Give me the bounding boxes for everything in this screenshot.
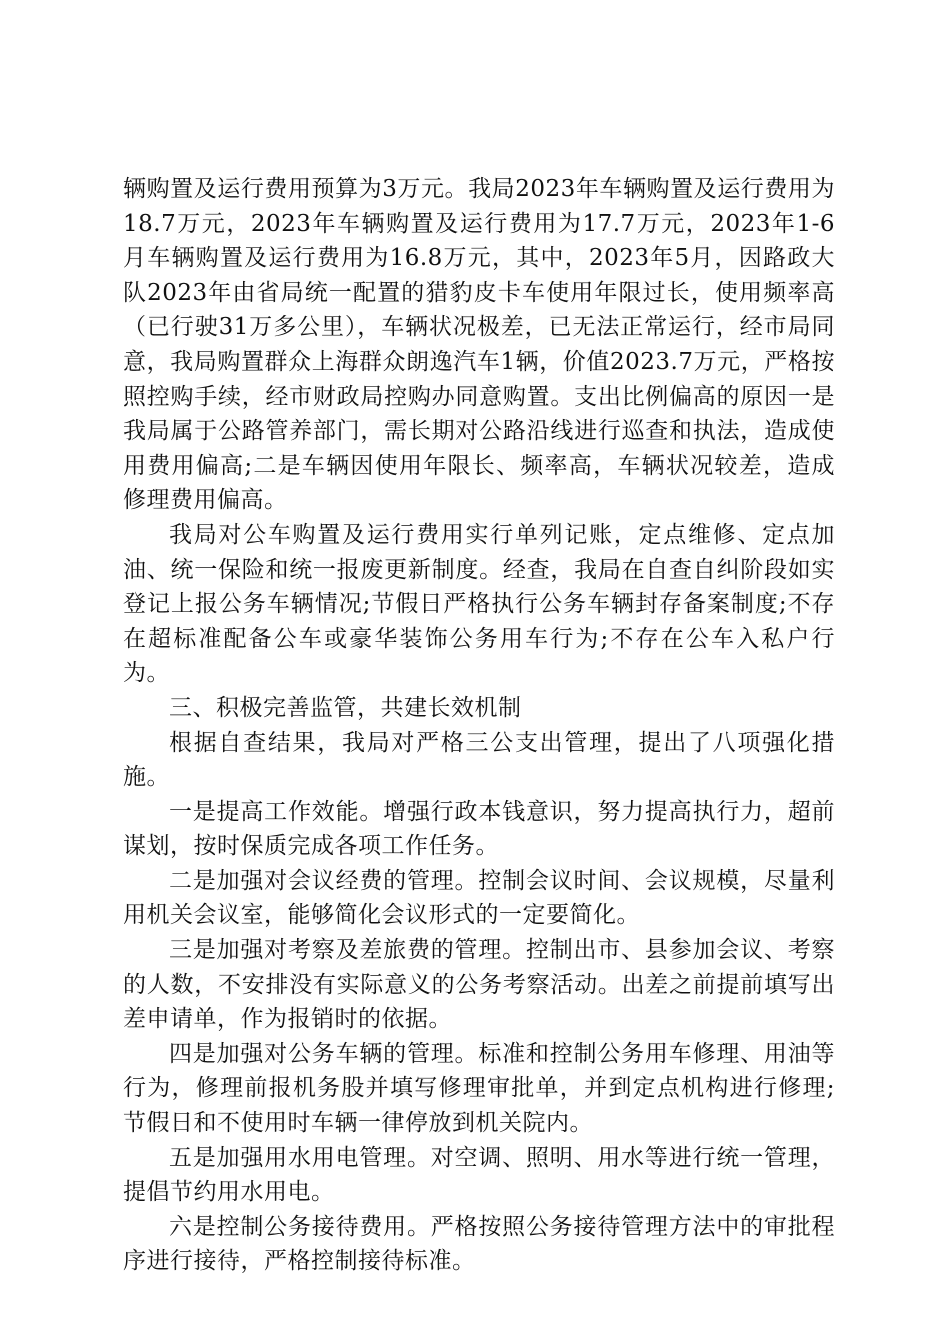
paragraph-measure-6: 六是控制公务接待费用。严格按照公务接待管理方法中的审批程序进行接待，严格控制接待标准。 [123, 1213, 835, 1275]
section-heading-3: 三、积极完善监管，共建长效机制 [169, 694, 522, 721]
paragraph-vehicle-expenses: 辆购置及运行费用预算为3万元。我局2023年车辆购置及运行费用为18.7万元，2023年车辆购置及运行费用为17.7万元，2023年1-6月车辆购置及运行费用为16.8万元，其中，2023年5月，因路政大队2023年由省局统一配置的猎豹皮卡车使用年限过长，使用频率高（已行驶31万多公里），车辆状况极差，已无法正常运行，经市局同意，我局购置群众上海群众朗逸汽车1辆，价值2023.7万元，严格按照控购手续，经市财政局控购办同意购置。支出比例偏高的原因一是我局属于公路管养部门，需长期对公路沿线进行巡查和执法，造成使用费用偏高;二是车辆因使用年限长、频率高，车辆状况较差，造成修理费用偏高。 [123, 176, 835, 514]
paragraph-measures-intro: 根据自查结果，我局对严格三公支出管理，提出了八项强化措施。 [123, 729, 835, 791]
document-body [123, 172, 835, 1279]
paragraph-measure-4: 四是加强对公务车辆的管理。标准和控制公务用车修理、用油等行为，修理前报机务股并填写修理审批单，并到定点机构进行修理;节假日和不使用时车辆一律停放到机关院内。 [123, 1040, 835, 1137]
paragraph-measure-1: 一是提高工作效能。增强行政本钱意识，努力提高执行力，超前谋划，按时保质完成各项工作任务。 [123, 798, 835, 860]
paragraph-measure-2: 二是加强对会议经费的管理。控制会议时间、会议规模，尽量利用机关会议室，能够简化会议形式的一定要简化。 [123, 867, 835, 929]
paragraph-vehicle-management: 我局对公车购置及运行费用实行单列记账，定点维修、定点加油、统一保险和统一报废更新制度。经查，我局在自查自纠阶段如实登记上报公务车辆情况;节假日严格执行公务车辆封存备案制度;不存在超标准配备公车或豪华装饰公务用车行为;不存在公车入私户行为。 [123, 521, 835, 687]
paragraph-measure-5: 五是加强用水用电管理。对空调、照明、用水等进行统一管理，提倡节约用水用电。 [123, 1144, 835, 1206]
paragraph-measure-3: 三是加强对考察及差旅费的管理。控制出市、县参加会议、考察的人数，不安排没有实际意义的公务考察活动。出差之前提前填写出差申请单，作为报销时的依据。 [123, 937, 835, 1033]
